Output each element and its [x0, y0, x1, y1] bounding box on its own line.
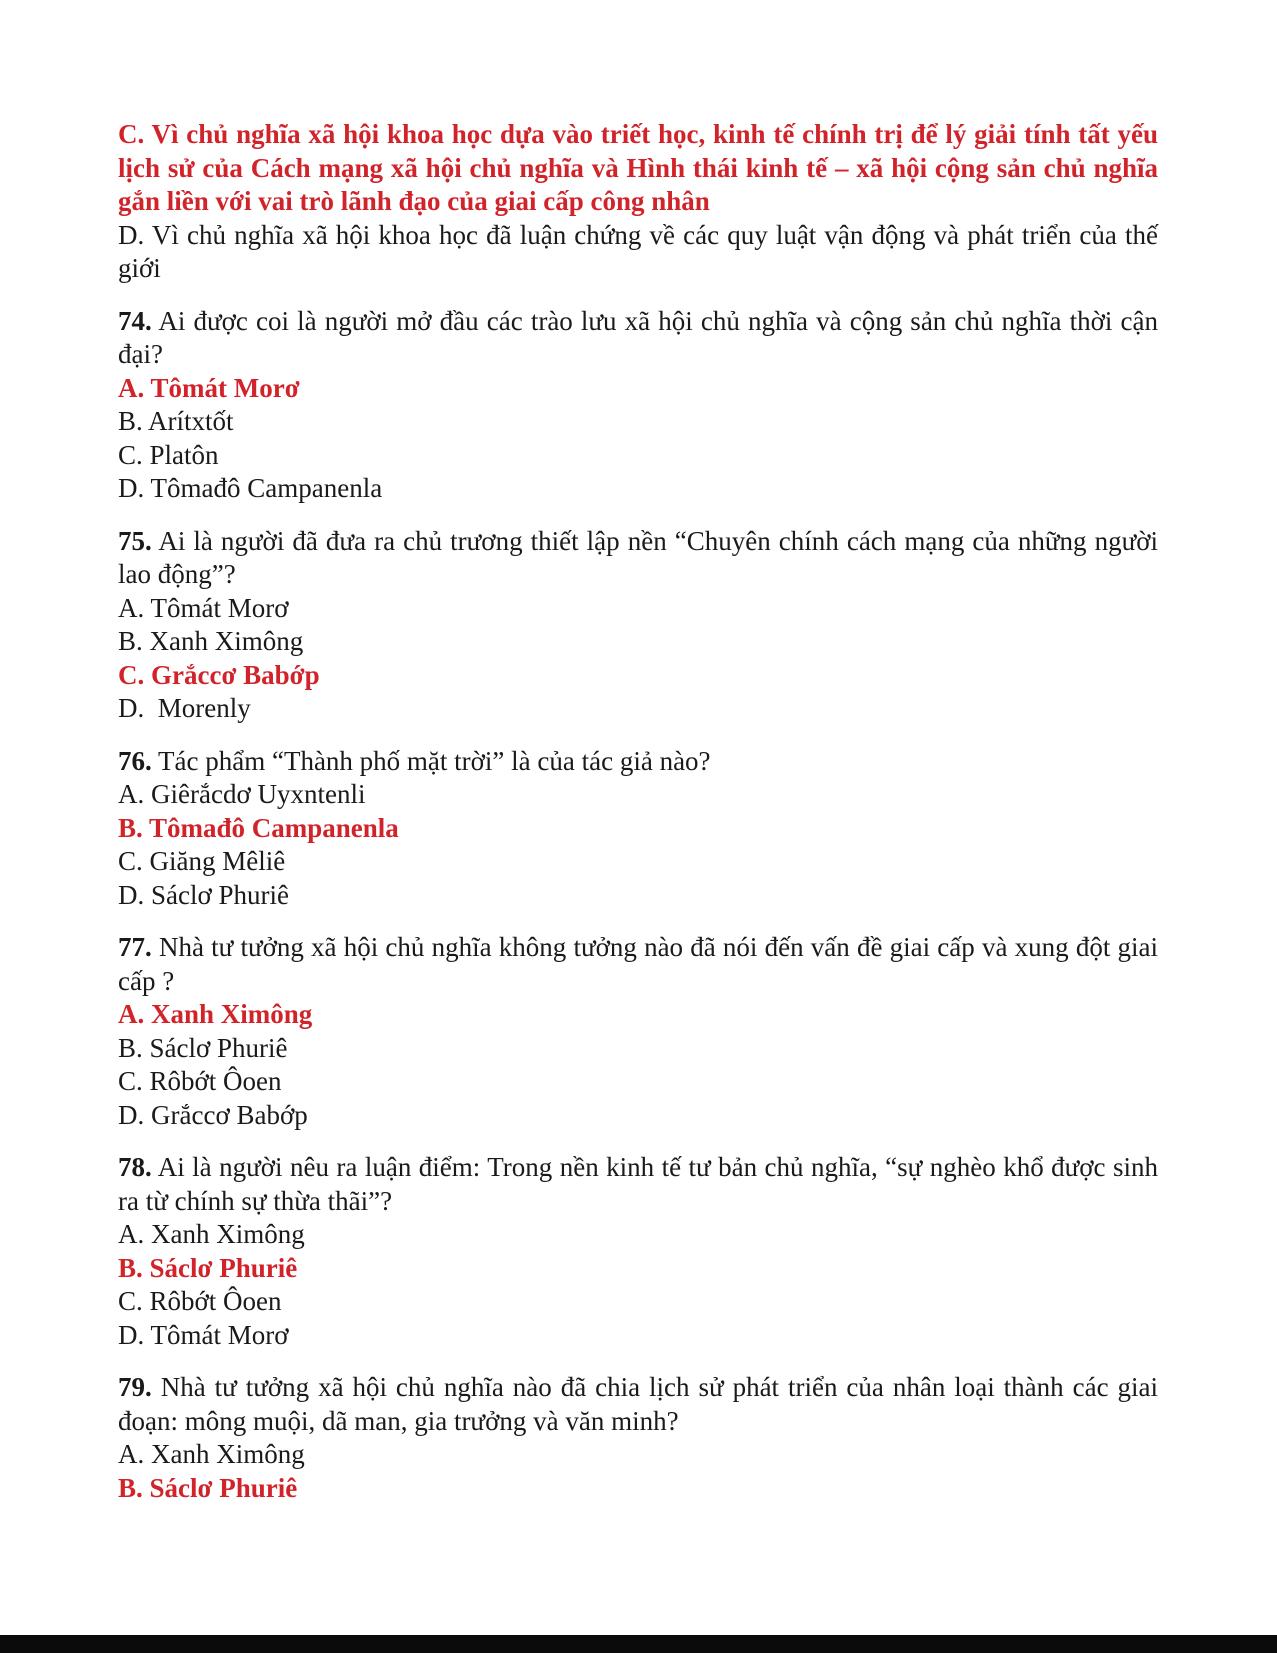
- option-c-answer: C. Grắccơ Babớp: [118, 659, 320, 690]
- option-d: D. Tômát Morơ: [118, 1319, 289, 1350]
- question-77: [118, 931, 1158, 1132]
- option-b: B. Xanh Ximông: [118, 626, 304, 656]
- option-d: D. Grắccơ Babớp: [118, 1099, 308, 1130]
- question-body: Ai được coi là người mở đầu các trào lưu xã hội chủ nghĩa và cộng sản chủ nghĩa thời cận đại?: [118, 305, 1158, 369]
- option-c: C. Platôn: [118, 439, 219, 470]
- option-d: D. Tômađô Campanenla: [118, 473, 383, 503]
- question-number: 79.: [118, 1372, 152, 1402]
- question-number: 78.: [118, 1152, 152, 1182]
- option-a: A. Xanh Ximông: [118, 1439, 305, 1469]
- question-number: 76.: [118, 745, 152, 776]
- option-c: C. Rôbớt Ôoen: [118, 1286, 282, 1316]
- option-c: C. Rôbớt Ôoen: [118, 1066, 282, 1096]
- option-b-answer: B. Sáclơ Phuriê: [118, 1252, 298, 1283]
- option-d: D. Morenly: [118, 693, 251, 723]
- question-text: [118, 1151, 1158, 1218]
- question-number: 74.: [118, 305, 152, 336]
- document-page: [118, 118, 1158, 1505]
- question-76: [118, 745, 1158, 913]
- question-number: 77.: [118, 932, 152, 962]
- question-body: Ai là người đã đưa ra chủ trương thiết lập nền “Chuyên chính cách mạng của những người lao động”?: [118, 525, 1159, 589]
- option-a: A. Tômát Morơ: [118, 592, 289, 623]
- question-body: Nhà tư tưởng xã hội chủ nghĩa không tưởng nào đã nói đến vấn đề giai cấp và xung đột giai cấp ?: [118, 932, 1159, 996]
- question-body: Nhà tư tưởng xã hội chủ nghĩa nào đã chia lịch sử phát triển của nhân loại thành các giai đoạn: mông muội, dã man, gia trưởng và văn minh?: [118, 1372, 1158, 1436]
- carry-over-option-d: D. Vì chủ nghĩa xã hội khoa học đã luận chứng về các quy luật vận động và phát triển của thế giới: [118, 219, 1158, 283]
- question-79: [118, 1371, 1158, 1505]
- option-a-answer: A. Tômát Morơ: [118, 372, 300, 403]
- option-a: A. Giêrắcdơ Uyxntenli: [118, 779, 366, 809]
- question-75: [118, 525, 1158, 726]
- page-bottom-border: [0, 1635, 1277, 1653]
- question-number: 75.: [118, 525, 152, 556]
- question-body: Tác phẩm “Thành phố mặt trời” là của tác giả nào?: [158, 745, 711, 776]
- question-text: [118, 1371, 1158, 1438]
- question-text: [118, 305, 1158, 372]
- option-b-answer: B. Sáclơ Phuriê: [118, 1472, 298, 1503]
- question-78: [118, 1151, 1158, 1352]
- option-a-answer: A. Xanh Ximông: [118, 999, 313, 1029]
- question-74: [118, 305, 1158, 506]
- question-text: [118, 525, 1158, 592]
- option-c: C. Giăng Mêliê: [118, 846, 286, 876]
- question-text: [118, 745, 1158, 779]
- question-text: [118, 931, 1158, 998]
- carry-over-option-c-answer: C. Vì chủ nghĩa xã hội khoa học dựa vào triết học, kinh tế chính trị để lý giải tính tất yếu lịch sử của Cách mạng xã hội chủ nghĩa và Hình thái kinh tế – xã hội cộng sản chủ nghĩa gắn liền với vai trò lãnh đạo của giai cấp công nhân: [118, 119, 1158, 216]
- option-a: A. Xanh Ximông: [118, 1219, 305, 1249]
- option-b-answer: B. Tômađô Campanenla: [118, 812, 399, 843]
- question-body: Ai là người nêu ra luận điểm: Trong nền kinh tế tư bản chủ nghĩa, “sự nghèo khổ được sinh ra từ chính sự thừa thãi”?: [118, 1152, 1158, 1216]
- option-d: D. Sáclơ Phuriê: [118, 879, 290, 910]
- option-b: B. Arítxtốt: [118, 406, 234, 436]
- option-b: B. Sáclơ Phuriê: [118, 1032, 288, 1063]
